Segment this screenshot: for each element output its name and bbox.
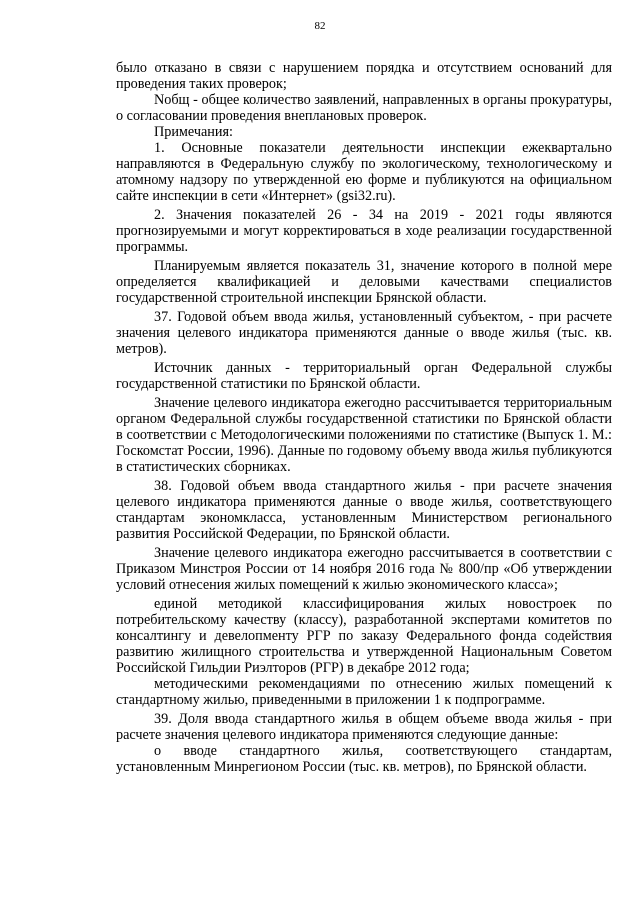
paragraph: Планируемым является показатель 31, значение которого в полной мере определяется квалификацией и деловыми качествами специалистов государственной строительной инспекции Брянской области.: [116, 258, 612, 306]
paragraph: 39. Доля ввода стандартного жилья в общем объеме ввода жилья - при расчете значения целевого индикатора применяются следующие данные:: [116, 711, 612, 743]
paragraph: 37. Годовой объем ввода жилья, установленный субъектом, - при расчете значения целевого индикатора применяются данные о вводе жилья (тыс. кв. метров).: [116, 309, 612, 357]
paragraph: Значение целевого индикатора ежегодно рассчитывается в соответствии с Приказом Минстроя России от 14 ноября 2016 года № 800/пр «Об утверждении условий отнесения жилых помещений к жилью экономического класса»;: [116, 545, 612, 593]
paragraph: Источник данных - территориальный орган Федеральной службы государственной статистики по Брянской области.: [116, 360, 612, 392]
paragraph: Значение целевого индикатора ежегодно рассчитывается территориальным органом Федеральной службы государственной статистики по Брянской области в соответствии с Методологическими положениями по статистике (Выпуск 1. М.: Госкомстат России, 1996). Данные по годовому объему ввода жилья публикуются в статистических сборниках.: [116, 395, 612, 475]
paragraph: о вводе стандартного жилья, соответствующего стандартам, установленным Минрегионом России (тыс. кв. метров), по Брянской области.: [116, 743, 612, 775]
document-body: [116, 60, 612, 775]
page-number: 82: [314, 20, 326, 32]
paragraph: было отказано в связи с нарушением порядка и отсутствием оснований для проведения таких проверок;: [116, 60, 612, 92]
paragraph: 1. Основные показатели деятельности инспекции ежеквартально направляются в Федеральную службу по экологическому, технологическому и атомному надзору по утвержденной ею форме и публикуются на официальном сайте инспекции в сети «Интернет» (gsi32.ru).: [116, 140, 612, 204]
paragraph: Nобщ - общее количество заявлений, направленных в органы прокуратуры, о согласовании проведения внеплановых проверок.: [116, 92, 612, 124]
paragraph: единой методикой классифицирования жилых новостроек по потребительскому качеству (классу), разработанной экспертами комитетов по консалтингу и девелопменту РГР по заказу Федерального фонда содействия развитию жилищного строительства и утвержденной Национальным Советом Российской Гильдии Риэлторов (РГР) в декабре 2012 года;: [116, 596, 612, 676]
paragraph: Примечания:: [154, 124, 233, 140]
paragraph: методическими рекомендациями по отнесению жилых помещений к стандартному жилью, приведенными в приложении 1 к подпрограмме.: [116, 676, 612, 708]
paragraph: 2. Значения показателей 26 - 34 на 2019 - 2021 годы являются прогнозируемыми и могут корректироваться в ходе реализации государственной программы.: [116, 207, 612, 255]
paragraph: 38. Годовой объем ввода стандартного жилья - при расчете значения целевого индикатора применяются данные о вводе жилья, соответствующего стандартам экономкласса, установленным Министерством регионального развития Российской Федерации, по Брянской области.: [116, 478, 612, 542]
